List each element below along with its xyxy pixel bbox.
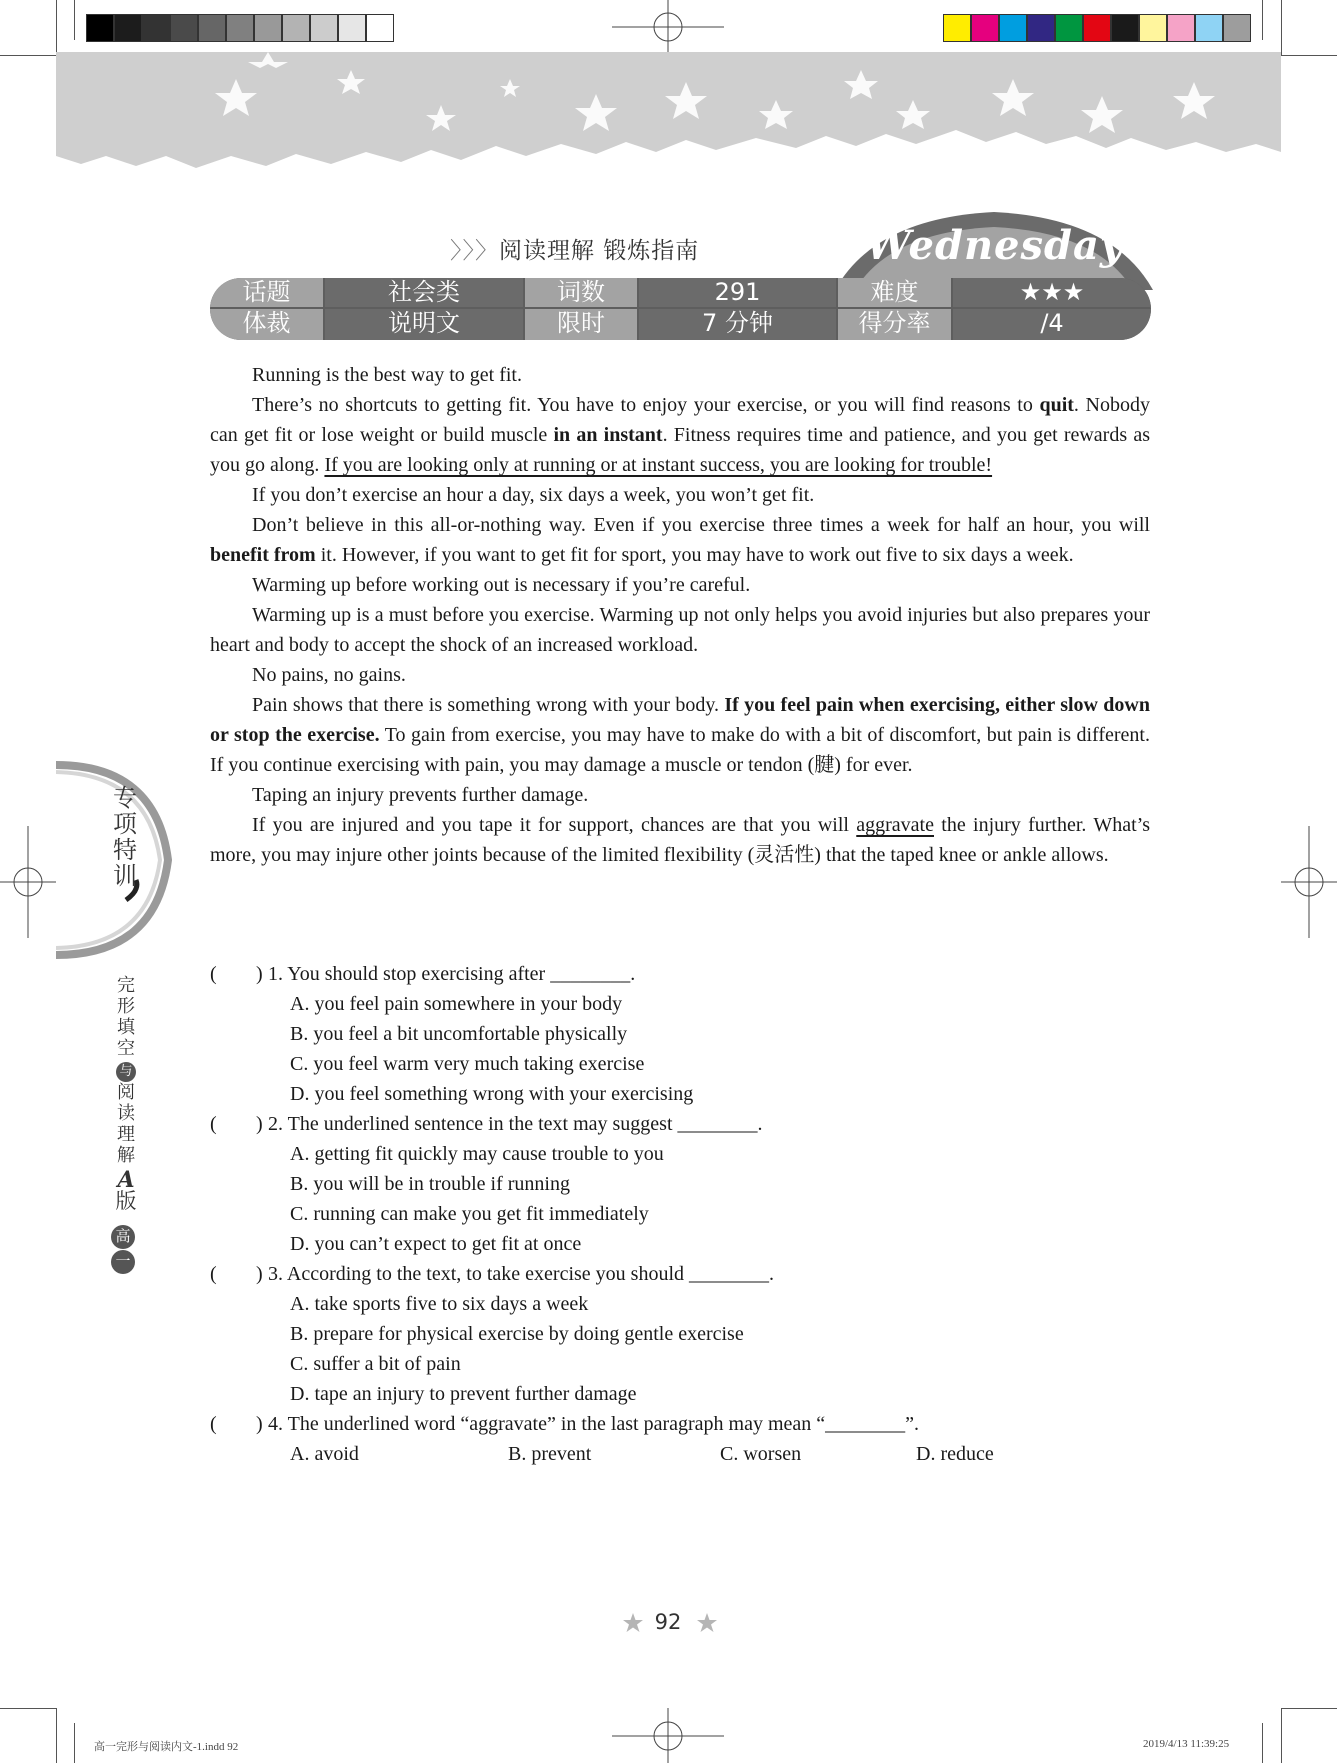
color-swatch bbox=[999, 14, 1027, 42]
paragraph bbox=[210, 390, 1150, 480]
answer-bracket-close: ) bbox=[256, 1113, 263, 1135]
topic-label: 话题 bbox=[210, 278, 323, 307]
color-swatch bbox=[1139, 14, 1167, 42]
edition-label: 版 bbox=[115, 1189, 137, 1213]
section-title: 阅读理解 锻炼指南 bbox=[499, 238, 700, 264]
answer-bracket-open: ( bbox=[210, 1113, 217, 1135]
color-swatch bbox=[1111, 14, 1139, 42]
registration-mark-left bbox=[0, 826, 56, 938]
paragraph bbox=[210, 510, 1150, 570]
color-swatch bbox=[971, 14, 999, 42]
bold-phrase: benefit from bbox=[210, 544, 316, 566]
color-swatch bbox=[282, 14, 310, 42]
text-run: Don’t believe in this all-or-nothing way. Even if you exercise three times a week for half an hour, you will bbox=[252, 514, 1150, 536]
book-title-part: 阅读理解 bbox=[117, 1082, 135, 1166]
answer-option: D. you feel something wrong with your exercising bbox=[290, 1083, 694, 1105]
text-run: . Nobody can get fit or lose weight or build muscle bbox=[210, 394, 1150, 446]
answer-options-row bbox=[210, 1439, 1150, 1469]
paragraph: Warming up is a must before you exercise. Warming up not only helps you avoid injuries but also prepares your heart and body to accept the shock of an increased workload. bbox=[210, 604, 1150, 656]
question-text: 1. You should stop exercising after ________. bbox=[268, 963, 636, 985]
answer-option: B. you feel a bit uncomfortable physically bbox=[290, 1023, 628, 1045]
star-icon bbox=[622, 1612, 644, 1634]
color-swatch bbox=[943, 14, 971, 42]
words-value: 291 bbox=[639, 278, 836, 307]
color-swatch bbox=[1167, 14, 1195, 42]
grade-char: 高 bbox=[111, 1225, 135, 1249]
text-run: Pain shows that there is something wrong with your body. bbox=[252, 694, 725, 716]
bold-phrase: in an instant bbox=[553, 424, 663, 446]
score-value: /4 bbox=[953, 309, 1151, 340]
question-text: 2. The underlined sentence in the text may suggest ________. bbox=[268, 1113, 763, 1135]
answer-option: D. you can’t expect to get fit at once bbox=[290, 1233, 582, 1255]
paragraph-heading: Taping an injury prevents further damage. bbox=[252, 784, 589, 806]
underlined-word: aggravate bbox=[856, 814, 934, 836]
star-icon bbox=[696, 1612, 718, 1634]
info-table bbox=[210, 278, 1151, 340]
side-book-title bbox=[114, 975, 138, 1212]
color-swatch bbox=[142, 14, 170, 42]
color-swatch bbox=[310, 14, 338, 42]
time-value: 7 分钟 bbox=[639, 309, 836, 340]
question-stem bbox=[210, 1259, 1150, 1289]
answer-option: C. running can make you get fit immediately bbox=[290, 1203, 649, 1225]
footer-datetime: 2019/4/13 11:39:25 bbox=[1143, 1738, 1230, 1750]
color-swatch bbox=[1055, 14, 1083, 42]
question-stem bbox=[210, 1109, 1150, 1139]
color-swatch bbox=[1195, 14, 1223, 42]
score-label: 得分率 bbox=[838, 309, 951, 340]
answer-option: C. you feel warm very much taking exercise bbox=[290, 1053, 645, 1075]
genre-value: 说明文 bbox=[325, 309, 523, 340]
questions bbox=[210, 959, 1150, 1469]
text-run: the injury further. What’s more, you may injure other joints because of the limited flexibility (灵活性) that the taped knee or ankle allows. bbox=[210, 814, 1150, 866]
text-run: it. However, if you want to get fit for sport, you may have to work out five to six days a week. bbox=[315, 544, 1074, 566]
topic-value: 社会类 bbox=[325, 278, 523, 307]
book-title-part: 完形填空 bbox=[117, 975, 135, 1059]
answer-option: A. you feel pain somewhere in your body bbox=[290, 993, 623, 1015]
answer-bracket-close: ) bbox=[256, 1413, 263, 1435]
genre-label: 体裁 bbox=[210, 309, 323, 340]
answer-bracket-open: ( bbox=[210, 1263, 217, 1285]
answer-bracket-open: ( bbox=[210, 1413, 217, 1435]
color-swatch bbox=[198, 14, 226, 42]
color-swatch bbox=[254, 14, 282, 42]
reading-passage bbox=[210, 360, 1150, 870]
bold-word: quit bbox=[1039, 394, 1074, 416]
answer-option: B. you will be in trouble if running bbox=[290, 1173, 570, 1195]
color-swatch bbox=[1223, 14, 1251, 42]
answer-option: C. suffer a bit of pain bbox=[290, 1353, 461, 1375]
footer-filename: 高一完形与阅读内文-1.indd 92 bbox=[94, 1741, 239, 1753]
registration-mark-right bbox=[1281, 826, 1337, 938]
paragraph-heading: Warming up before working out is necessary if you’re careful. bbox=[252, 574, 751, 596]
answer-option: B. prepare for physical exercise by doing gentle exercise bbox=[290, 1323, 744, 1345]
paragraph-heading: No pains, no gains. bbox=[252, 664, 406, 686]
color-swatch bbox=[86, 14, 114, 42]
answer-bracket-open: ( bbox=[210, 963, 217, 985]
answer-bracket-close: ) bbox=[256, 963, 263, 985]
grade-badge bbox=[108, 1225, 138, 1275]
color-swatch bbox=[366, 14, 394, 42]
underlined-sentence: If you are looking only at running or at instant success, you are looking for trouble! bbox=[324, 454, 993, 476]
section-heading bbox=[450, 232, 699, 265]
paragraph bbox=[210, 810, 1150, 870]
paragraph-heading: If you don’t exercise an hour a day, six days a week, you won’t get fit. bbox=[252, 484, 815, 506]
registration-mark-bottom bbox=[612, 1708, 724, 1763]
page-number: 92 bbox=[654, 1610, 682, 1634]
day-label: Wednesday bbox=[865, 222, 1125, 269]
registration-mark-top bbox=[612, 0, 724, 56]
paragraph bbox=[210, 690, 1150, 780]
words-label: 词数 bbox=[525, 278, 637, 307]
color-swatch bbox=[1027, 14, 1055, 42]
text-run: If you are injured and you tape it for support, chances are that you will bbox=[252, 814, 857, 836]
answer-option: C. worsen bbox=[720, 1443, 802, 1465]
and-badge: 与 bbox=[116, 1062, 136, 1082]
chevrons-icon: 〉〉〉 bbox=[450, 238, 499, 264]
grade-char: 一 bbox=[111, 1250, 135, 1274]
question-stem bbox=[210, 1409, 1150, 1439]
text-run: To gain from exercise, you may have to make do with a bit of discomfort, but pain is different. If you continue exercising with pain, you may damage a muscle or tendon (腱) for ever. bbox=[210, 724, 1150, 776]
color-swatch bbox=[226, 14, 254, 42]
answer-option: D. tape an injury to prevent further damage bbox=[290, 1383, 637, 1405]
difficulty-value: ★★★ bbox=[953, 278, 1151, 307]
answer-bracket-close: ) bbox=[256, 1263, 263, 1285]
answer-option: B. prevent bbox=[508, 1443, 592, 1465]
side-section-title: 专项特训 bbox=[113, 784, 137, 890]
text-run: There’s no shortcuts to getting fit. You have to enjoy your exercise, or you will find reasons to bbox=[252, 394, 1040, 416]
star-banner bbox=[56, 52, 1281, 182]
question-stem bbox=[210, 959, 1150, 989]
text-run: . Fitness requires time and patience, and you get rewards as you go along. bbox=[210, 424, 1150, 476]
color-swatch bbox=[170, 14, 198, 42]
bold-sentence: If you feel pain when exercising, either slow down or stop the exercise. bbox=[210, 694, 1150, 746]
color-swatch bbox=[1083, 14, 1111, 42]
time-label: 限时 bbox=[525, 309, 637, 340]
answer-option: A. take sports five to six days a week bbox=[290, 1293, 589, 1315]
difficulty-label: 难度 bbox=[838, 278, 951, 307]
question-text: 4. The underlined word “aggravate” in the last paragraph may mean “________”. bbox=[268, 1413, 920, 1435]
color-swatch bbox=[114, 14, 142, 42]
edition-letter: A bbox=[117, 1167, 135, 1193]
answer-option: A. avoid bbox=[290, 1443, 359, 1465]
question-text: 3. According to the text, to take exercise you should ________. bbox=[268, 1263, 775, 1285]
answer-option: A. getting fit quickly may cause trouble to you bbox=[290, 1143, 664, 1165]
answer-option: D. reduce bbox=[916, 1443, 994, 1465]
paragraph-heading: Running is the best way to get fit. bbox=[252, 364, 522, 386]
color-swatch bbox=[338, 14, 366, 42]
